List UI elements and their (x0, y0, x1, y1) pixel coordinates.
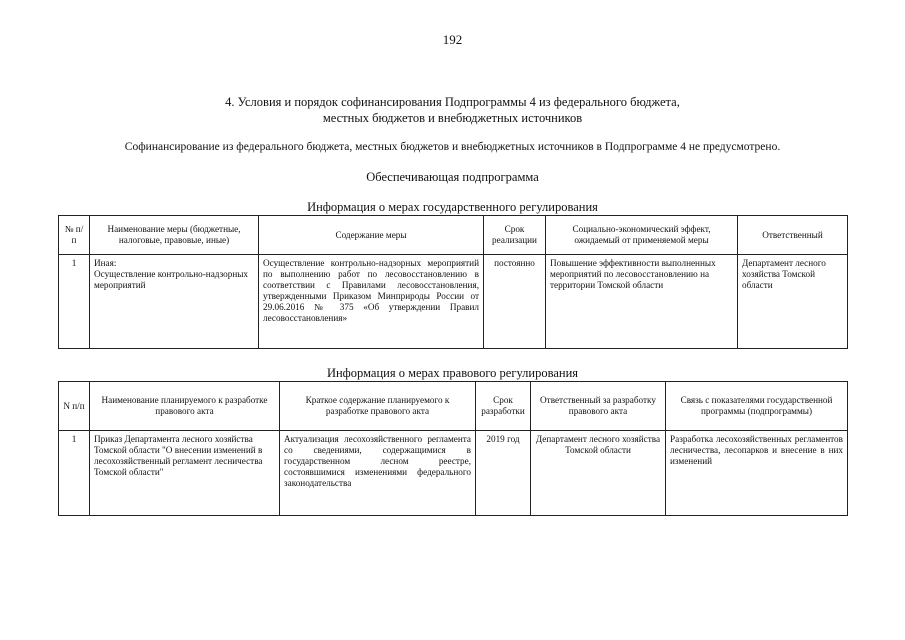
table-row (59, 255, 848, 349)
header-term: Срок реализации (484, 216, 546, 255)
legal-regulation-table (58, 381, 848, 516)
header-term: Срок разработки (476, 382, 531, 431)
cell-measure-name (90, 255, 259, 349)
cell-num: 1 (59, 431, 90, 516)
state-regulation-table (58, 215, 848, 349)
header-responsible: Ответственный (738, 216, 848, 255)
cell-content: Осуществление контрольно-надзорных мероприятий по выполнению работ по лесовосстановлению в соответствии с Правилами лесовосстановления, утвержденными Приказом Минприроды России от 29.06.2016 № 375 «Об утверждении Правил лесовосстановления» (259, 255, 484, 349)
cell-term: постоянно (484, 255, 546, 349)
header-num: № п/п (59, 216, 90, 255)
header-summary: Краткое содержание планируемого к разработке правового акта (280, 382, 476, 431)
cell-effect: Повышение эффективности выполненных мероприятий по лесовосстановлению на территории Томской области (546, 255, 738, 349)
cell-responsible: Департамент лесного хозяйства Томской области (738, 255, 848, 349)
section-heading-line-1: 4. Условия и порядок софинансирования Подпрограммы 4 из федерального бюджета, (225, 95, 680, 109)
legal-regulation-caption: Информация о мерах правового регулирования (326, 366, 579, 380)
section-heading-line-2: местных бюджетов и внебюджетных источников (322, 111, 583, 125)
header-link: Связь с показателями государственной программы (подпрограммы) (666, 382, 848, 431)
cell-num: 1 (59, 255, 90, 349)
table-header-row (59, 216, 848, 255)
cell-responsible: Департамент лесного хозяйства Томской области (531, 431, 666, 516)
cofinancing-paragraph: Софинансирование из федерального бюджета, местных бюджетов и внебюджетных источников в Подпрограмме 4 не предусмотрено. (124, 141, 781, 153)
header-responsible: Ответственный за разработку правового акта (531, 382, 666, 431)
header-effect: Социально-экономический эффект, ожидаемый от применяемой меры (546, 216, 738, 255)
header-content: Содержание меры (259, 216, 484, 255)
page-number: 192 (442, 32, 463, 47)
header-num: N п/п (59, 382, 90, 431)
cell-act-name: Приказ Департамента лесного хозяйства Томской области "О внесении изменений в лесохозяйственный регламент лесничества Томской области" (90, 431, 280, 516)
subprogram-title: Обеспечивающая подпрограмма (366, 170, 539, 184)
measure-name: Осуществление контрольно-надзорных мероприятий (94, 269, 249, 290)
state-regulation-caption: Информация о мерах государственного регулирования (307, 200, 598, 214)
table-row (59, 431, 848, 516)
header-measure-name: Наименование меры (бюджетные, налоговые, правовые, иные) (90, 216, 259, 255)
section-heading (120, 94, 785, 126)
cell-term: 2019 год (476, 431, 531, 516)
header-act-name: Наименование планируемого к разработке правового акта (90, 382, 280, 431)
table-header-row (59, 382, 848, 431)
cell-link: Разработка лесохозяйственных регламентов лесничества, лесопарков и внесение в них изменений (666, 431, 848, 516)
measure-type: Иная: (94, 258, 117, 268)
cell-summary: Актуализация лесохозяйственного регламента со сведениями, содержащимися в государственном лесном реестре, состоявшимися изменениями федерального законодательства (280, 431, 476, 516)
